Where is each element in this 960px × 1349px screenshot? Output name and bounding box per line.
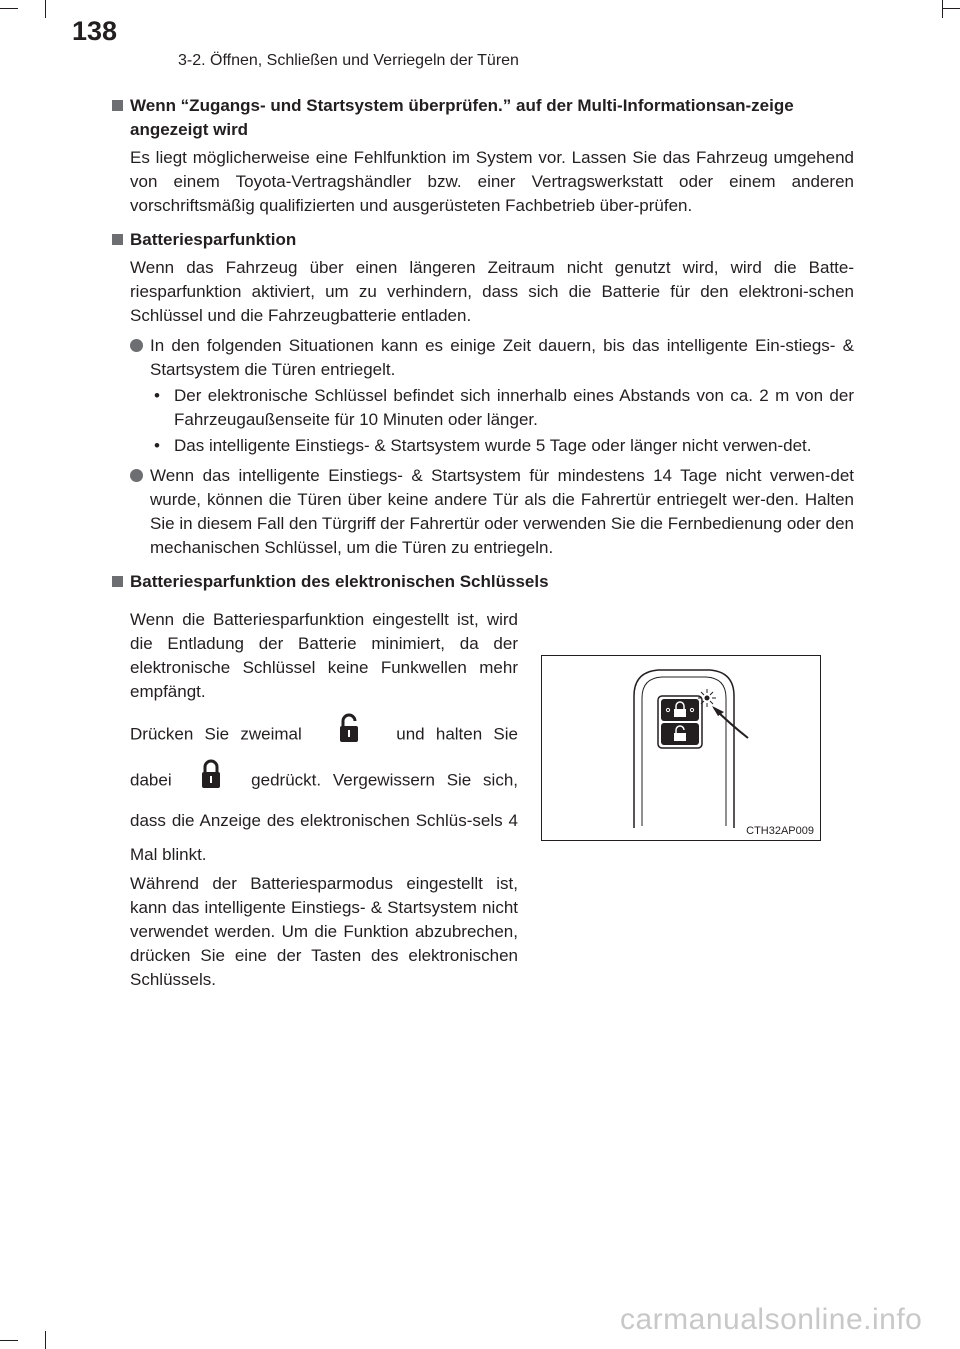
section-heading-check-system: [110, 94, 854, 142]
bullet-item: [150, 434, 854, 458]
key-figure: [541, 655, 821, 841]
section-heading-text: Wenn “Zugangs- und Startsystem überprüfen.” auf der Multi-Informationsan-zeige angezeigt wird: [130, 96, 794, 139]
section-body: Es liegt möglicherweise eine Fehlfunktion im System vor. Lassen Sie das Fahrzeug umgehend von einem Toyota-Vertragshändler bzw. einer Vertragswerkstatt oder einem anderen vorschriftsmäßig qualifizierten und ausgerüsteten Fachbetrieb über-prüfen.: [130, 148, 854, 215]
unlock-icon: [313, 712, 385, 758]
square-marker-icon: [112, 100, 123, 111]
bullet-dot-icon: •: [154, 436, 160, 455]
bullet-dot-icon: •: [154, 386, 160, 405]
bullet-text: Das intelligente Einstiegs- & Startsystem wurde 5 Tage oder länger nicht verwen-det.: [174, 436, 812, 455]
crop-mark: [45, 1331, 46, 1349]
instruction-paragraph: Drücken Sie zweimal und halten Sie dabei gedrückt. Vergewissern Sie sich, dass die Anzeige des elektronischen Schlüs-sels 4 Mal blinkt.: [130, 712, 518, 872]
point-text: In den folgenden Situationen kann es einige Zeit dauern, bis das intelligente Ein-stiegs- & Startsystem die Türen entriegelt.: [150, 336, 854, 379]
crop-mark: [0, 1340, 18, 1341]
section-body: Wenn das Fahrzeug über einen längeren Zeitraum nicht genutzt wird, wird die Batte-riesparfunktion aktiviert, um zu verhindern, dass sich die Batterie für den elektroni-schen Schlüssel und die Fahrzeugbatterie entladen.: [130, 258, 854, 325]
electronic-key-illustration: [542, 656, 820, 840]
square-marker-icon: [112, 234, 123, 245]
page-content: [110, 94, 854, 992]
key-battery-text-column: [130, 608, 518, 992]
section-heading-battery-saving: [110, 228, 854, 252]
running-head: 3-2. Öffnen, Schließen und Verriegeln der Türen: [178, 52, 519, 69]
point-text: Wenn das intelligente Einstiegs- & Startsystem für mindestens 14 Tage nicht verwen-det wurde, können die Türen über keine andere Tür als die Fahrertür entriegelt wer-den. Halten Sie in diesem Fall den Türgriff der Fahrertür oder verwenden Sie die Fernbedienung oder den mechanischen Schlüssel, um die Türen zu entriegeln.: [150, 466, 854, 557]
page-number: 138: [72, 16, 118, 46]
watermark: carmanualsonline.info: [620, 1303, 923, 1336]
section-heading-text: Batteriesparfunktion: [130, 230, 297, 249]
bullet-text: Der elektronische Schlüssel befindet sich innerhalb eines Abstands von ca. 2 m von der Fahrzeugaußenseite für 10 Minuten oder länger.: [174, 386, 854, 429]
lock-icon: [183, 758, 239, 804]
circle-marker-icon: [130, 469, 143, 482]
point-item: [130, 334, 854, 382]
crop-mark: [942, 8, 960, 9]
crop-mark: [942, 0, 943, 18]
crop-mark: [45, 0, 46, 18]
section-body: Wenn die Batteriesparfunktion eingestellt ist, wird die Entladung der Batterie minimiert, da der elektronische Schlüssel keine Funkwellen mehr empfängt.: [130, 610, 518, 701]
section-body: Während der Batteriesparmodus eingestellt ist, kann das intelligente Einstiegs- & Startsystem nicht verwendet werden. Um die Funktion abzubrechen, drücken Sie eine der Tasten des elektronischen Schlüssels.: [130, 874, 518, 989]
point-item: [130, 464, 854, 560]
square-marker-icon: [112, 576, 123, 587]
circle-marker-icon: [130, 339, 143, 352]
figure-code: CTH32AP009: [746, 825, 814, 837]
bullet-item: [150, 384, 854, 432]
section-heading-text: Batteriesparfunktion des elektronischen Schlüssels: [130, 572, 549, 591]
crop-mark: [0, 8, 18, 9]
section-heading-key-battery-saving: [110, 570, 854, 594]
